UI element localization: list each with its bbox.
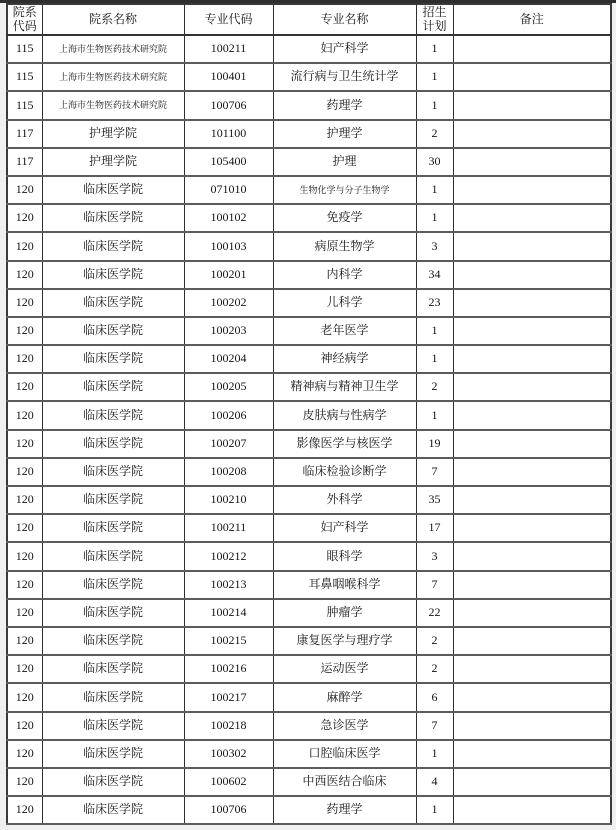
cell-dept_code: 120 [7, 655, 42, 683]
cell-remark [453, 261, 611, 289]
table-row [7, 91, 611, 119]
cell-remark [453, 204, 611, 232]
table-row [7, 458, 611, 486]
cell-major_code: 100218 [184, 712, 273, 740]
table-row [7, 712, 611, 740]
cell-major_code: 100217 [184, 683, 273, 711]
cell-dept_name: 临床医学院 [42, 599, 184, 627]
table-row [7, 486, 611, 514]
cell-major_code: 100602 [184, 768, 273, 796]
cell-major_name: 运动医学 [273, 655, 416, 683]
cell-dept_code: 115 [7, 91, 42, 119]
column-header-quota: 招生计划 [416, 4, 453, 35]
table-row [7, 148, 611, 176]
cell-dept_code: 120 [7, 232, 42, 260]
cell-dept_code: 120 [7, 683, 42, 711]
cell-dept_name: 护理学院 [42, 120, 184, 148]
table-row [7, 683, 611, 711]
cell-remark [453, 317, 611, 345]
cell-remark [453, 91, 611, 119]
cell-dept_code: 120 [7, 514, 42, 542]
cell-major_name: 内科学 [273, 261, 416, 289]
cell-dept_code: 120 [7, 176, 42, 204]
column-header-major_code: 专业代码 [184, 4, 273, 35]
cell-dept_name: 临床医学院 [42, 261, 184, 289]
cell-major_name: 老年医学 [273, 317, 416, 345]
cell-dept_name: 临床医学院 [42, 430, 184, 458]
cell-major_name: 口腔临床医学 [273, 740, 416, 768]
cell-quota: 23 [416, 289, 453, 317]
cell-dept_name: 临床医学院 [42, 655, 184, 683]
cell-major_name: 精神病与精神卫生学 [273, 373, 416, 401]
cell-quota: 2 [416, 373, 453, 401]
cell-dept_code: 115 [7, 63, 42, 91]
cell-quota: 7 [416, 712, 453, 740]
cell-major_code: 100207 [184, 430, 273, 458]
column-header-dept_code: 院系代码 [7, 4, 42, 35]
cell-dept_code: 120 [7, 401, 42, 429]
cell-dept_code: 120 [7, 204, 42, 232]
cell-remark [453, 63, 611, 91]
cell-quota: 1 [416, 401, 453, 429]
cell-quota: 30 [416, 148, 453, 176]
cell-major_code: 100103 [184, 232, 273, 260]
cell-remark [453, 232, 611, 260]
cell-major_name: 妇产科学 [273, 35, 416, 63]
cell-remark [453, 458, 611, 486]
cell-major_code: 100201 [184, 261, 273, 289]
cell-dept_code: 120 [7, 458, 42, 486]
cell-dept_name: 临床医学院 [42, 796, 184, 824]
table-row [7, 655, 611, 683]
cell-major_name: 药理学 [273, 796, 416, 824]
cell-major_code: 100202 [184, 289, 273, 317]
cell-quota: 7 [416, 571, 453, 599]
cell-dept_name: 临床医学院 [42, 740, 184, 768]
cell-dept_name: 临床医学院 [42, 373, 184, 401]
cell-dept_name: 临床医学院 [42, 345, 184, 373]
cell-quota: 2 [416, 655, 453, 683]
cell-quota: 4 [416, 768, 453, 796]
cell-dept_name: 上海市生物医药技术研究院 [42, 91, 184, 119]
cell-major_code: 100215 [184, 627, 273, 655]
cell-dept_name: 护理学院 [42, 148, 184, 176]
cell-dept_name: 临床医学院 [42, 683, 184, 711]
cell-remark [453, 796, 611, 824]
table-row [7, 373, 611, 401]
table-row [7, 63, 611, 91]
cell-major_name: 妇产科学 [273, 514, 416, 542]
cell-remark [453, 627, 611, 655]
cell-dept_code: 120 [7, 740, 42, 768]
cell-major_name: 儿科学 [273, 289, 416, 317]
cell-dept_code: 120 [7, 486, 42, 514]
cell-major_code: 100204 [184, 345, 273, 373]
cell-quota: 1 [416, 204, 453, 232]
table-row [7, 120, 611, 148]
cell-major_name: 护理 [273, 148, 416, 176]
cell-dept_name: 临床医学院 [42, 289, 184, 317]
cell-major_code: 100210 [184, 486, 273, 514]
cell-remark [453, 712, 611, 740]
cell-remark [453, 345, 611, 373]
cell-dept_name: 临床医学院 [42, 458, 184, 486]
cell-dept_code: 117 [7, 120, 42, 148]
cell-dept_code: 115 [7, 35, 42, 63]
table-header-row [7, 4, 611, 35]
table-row [7, 430, 611, 458]
cell-quota: 17 [416, 514, 453, 542]
cell-major_name: 麻醉学 [273, 683, 416, 711]
cell-major_code: 105400 [184, 148, 273, 176]
cell-dept_code: 117 [7, 148, 42, 176]
cell-dept_name: 临床医学院 [42, 204, 184, 232]
cell-remark [453, 176, 611, 204]
table-body [7, 35, 611, 824]
cell-quota: 34 [416, 261, 453, 289]
cell-major_name: 外科学 [273, 486, 416, 514]
cell-remark [453, 148, 611, 176]
cell-dept_name: 临床医学院 [42, 542, 184, 570]
cell-remark [453, 655, 611, 683]
cell-dept_name: 临床医学院 [42, 571, 184, 599]
cell-quota: 22 [416, 599, 453, 627]
table-row [7, 768, 611, 796]
cell-dept_name: 临床医学院 [42, 768, 184, 796]
table-row [7, 204, 611, 232]
cell-major_name: 免疫学 [273, 204, 416, 232]
cell-dept_name: 临床医学院 [42, 486, 184, 514]
table-row [7, 514, 611, 542]
cell-major_code: 100205 [184, 373, 273, 401]
cell-major_code: 100211 [184, 35, 273, 63]
cell-major_name: 生物化学与分子生物学 [273, 176, 416, 204]
table-row [7, 176, 611, 204]
table-header [7, 4, 611, 35]
cell-major_name: 药理学 [273, 91, 416, 119]
cell-major_code: 100401 [184, 63, 273, 91]
cell-dept_code: 120 [7, 289, 42, 317]
table-row [7, 317, 611, 345]
table-row [7, 35, 611, 63]
cell-remark [453, 430, 611, 458]
cell-major_code: 100208 [184, 458, 273, 486]
column-header-dept_name: 院系名称 [42, 4, 184, 35]
cell-major_name: 急诊医学 [273, 712, 416, 740]
cell-quota: 1 [416, 176, 453, 204]
table-row [7, 232, 611, 260]
cell-major_name: 康复医学与理疗学 [273, 627, 416, 655]
cell-major_name: 流行病与卫生统计学 [273, 63, 416, 91]
cell-major_name: 肿瘤学 [273, 599, 416, 627]
cell-dept_name: 临床医学院 [42, 317, 184, 345]
cell-major_code: 100214 [184, 599, 273, 627]
cell-dept_code: 120 [7, 542, 42, 570]
cell-remark [453, 120, 611, 148]
table-row [7, 599, 611, 627]
cell-dept_name: 临床医学院 [42, 627, 184, 655]
cell-remark [453, 599, 611, 627]
cell-remark [453, 514, 611, 542]
cell-dept_name: 临床医学院 [42, 712, 184, 740]
cell-major_name: 中西医结合临床 [273, 768, 416, 796]
cell-major_code: 101100 [184, 120, 273, 148]
cell-dept_code: 120 [7, 599, 42, 627]
table-row [7, 289, 611, 317]
cell-remark [453, 35, 611, 63]
cell-major_code: 100706 [184, 796, 273, 824]
table-row [7, 627, 611, 655]
table-row [7, 261, 611, 289]
table-row [7, 740, 611, 768]
cell-dept_code: 120 [7, 796, 42, 824]
cell-major_name: 耳鼻咽喉科学 [273, 571, 416, 599]
cell-quota: 2 [416, 627, 453, 655]
cell-dept_code: 120 [7, 627, 42, 655]
cell-quota: 1 [416, 796, 453, 824]
cell-quota: 3 [416, 542, 453, 570]
cell-quota: 7 [416, 458, 453, 486]
cell-major_code: 100302 [184, 740, 273, 768]
cell-quota: 1 [416, 740, 453, 768]
cell-quota: 35 [416, 486, 453, 514]
cell-major_code: 100216 [184, 655, 273, 683]
cell-remark [453, 542, 611, 570]
table-row [7, 401, 611, 429]
cell-quota: 3 [416, 232, 453, 260]
cell-remark [453, 486, 611, 514]
cell-major_name: 影像医学与核医学 [273, 430, 416, 458]
cell-major_name: 神经病学 [273, 345, 416, 373]
cell-quota: 19 [416, 430, 453, 458]
cell-dept_code: 120 [7, 345, 42, 373]
table-row [7, 345, 611, 373]
cell-dept_code: 120 [7, 373, 42, 401]
cell-quota: 1 [416, 63, 453, 91]
cell-major_name: 护理学 [273, 120, 416, 148]
cell-major_code: 100212 [184, 542, 273, 570]
cell-dept_name: 临床医学院 [42, 176, 184, 204]
cell-dept_code: 120 [7, 712, 42, 740]
cell-major_code: 100213 [184, 571, 273, 599]
cell-remark [453, 373, 611, 401]
cell-quota: 6 [416, 683, 453, 711]
cell-quota: 1 [416, 91, 453, 119]
cell-dept_name: 临床医学院 [42, 401, 184, 429]
cell-remark [453, 571, 611, 599]
cell-dept_code: 120 [7, 571, 42, 599]
cell-remark [453, 683, 611, 711]
cell-major_name: 临床检验诊断学 [273, 458, 416, 486]
cell-quota: 1 [416, 35, 453, 63]
cell-dept_name: 上海市生物医药技术研究院 [42, 35, 184, 63]
cell-remark [453, 289, 611, 317]
cell-major_name: 皮肤病与性病学 [273, 401, 416, 429]
cell-dept_name: 临床医学院 [42, 232, 184, 260]
cell-major_name: 病原生物学 [273, 232, 416, 260]
cell-dept_code: 120 [7, 261, 42, 289]
cell-quota: 1 [416, 317, 453, 345]
column-header-major_name: 专业名称 [273, 4, 416, 35]
cell-major_code: 100203 [184, 317, 273, 345]
column-header-remark: 备注 [453, 4, 611, 35]
cell-dept_code: 120 [7, 430, 42, 458]
cell-major_name: 眼科学 [273, 542, 416, 570]
cell-dept_code: 120 [7, 768, 42, 796]
cell-dept_code: 120 [7, 317, 42, 345]
cell-remark [453, 768, 611, 796]
cell-quota: 2 [416, 120, 453, 148]
cell-quota: 1 [416, 345, 453, 373]
cell-dept_name: 上海市生物医药技术研究院 [42, 63, 184, 91]
cell-major_code: 100206 [184, 401, 273, 429]
cell-major_code: 100102 [184, 204, 273, 232]
cell-major_code: 100211 [184, 514, 273, 542]
cell-dept_name: 临床医学院 [42, 514, 184, 542]
cell-remark [453, 401, 611, 429]
cell-major_code: 100706 [184, 91, 273, 119]
table-row [7, 542, 611, 570]
table-row [7, 571, 611, 599]
cell-remark [453, 740, 611, 768]
enrollment-table [6, 3, 612, 825]
table-row [7, 796, 611, 824]
cell-major_code: 071010 [184, 176, 273, 204]
